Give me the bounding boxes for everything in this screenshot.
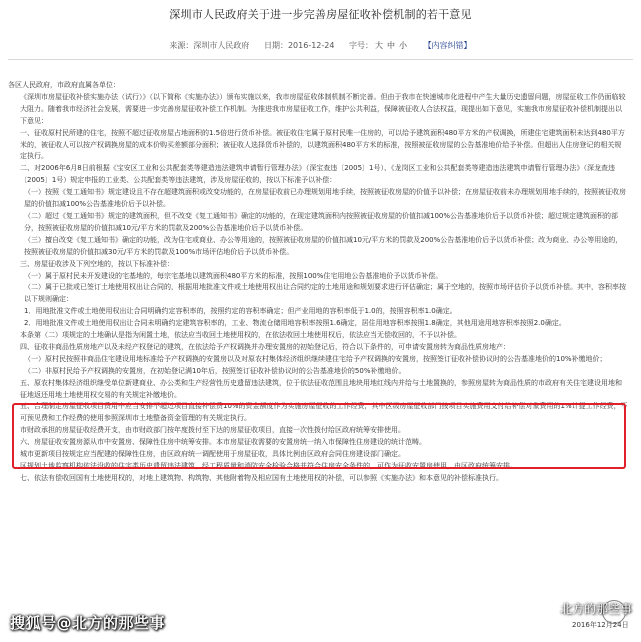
font-large-button[interactable]: 大	[375, 41, 384, 50]
paragraph-section-3-sub-1: 1．用地批准文件或土地使用权出让合同明确约定容积率的，按照约定的容积率确定；但产业用地的容积率低于1.0的，按照容积率1.0确定。	[24, 307, 457, 316]
article-title: 深圳市人民政府关于进一步完善房屋征收补偿机制的若干意见	[169, 8, 472, 21]
font-size-label: 字号：	[349, 41, 374, 50]
paragraph-section-5b: 五、合理制定房屋征收项目费用中应当安排不超过项目直接补偿费10%的资金额度作为实施房屋征收的工作经费，其中区级房屋征收部门按项目实施费用支付给补偿对象费用的1%计提工作经费，不可预见费和工作经费的使用参照深圳市土地整备资金管理的有关规定执行。	[20, 402, 628, 423]
paragraph-section-3-sub-2: 2．用地批准文件或土地使用权出让合同未明确约定建筑容积率的，工业、物流仓储用地容积率按照1.6确定，居住用地容积率按照1.8确定，其他用途用地容积率按照2.0确定。	[24, 319, 566, 328]
paragraph-finance: 市财政承担的房屋征收经费开支，由市财政部门按年度拨付至下达的房屋征收项目，直接一次性拨付给区政府统筹安排使用。	[20, 426, 405, 435]
date-label: 日期：	[263, 41, 288, 50]
paragraph-section-1: 一、征收原村民所建的住宅，按照不超过征收房屋占地面积的1.5倍进行货币补偿。被征收住宅属于原村民唯一住房的，可以给予建筑面积480平方米的产权调换，所建住宅建筑面积未达到480平方米的，被征收人可以按产权调换房屋的成本价购买差额部分面积；被征收人选择货币补偿的，以建筑面积480平方米的标准，按照被征收房屋的公告基准地价给予补偿。但超出人住房登记的相关规定执行。	[20, 128, 625, 161]
paragraph-section-2-item-2: （二）超过《复工通知书》规定的建筑面积，但不改变《复工通知书》确定的功能的，在现定建筑面积内按照被征收房屋的价值扣减100%公告基准地价后予以货币补偿；超过规定建筑面积的部分，按照被征收房屋的价值扣减10元/平方米的罚款及200%公告基准地价后予以货币补偿。	[24, 211, 619, 232]
publish-date: 2016-12-24	[287, 41, 335, 50]
source-name: 深圳市人民政府	[193, 41, 250, 50]
paragraph-section-6: 六、房屋征收安置房源从市中安置房、保障性住房中统筹安排。本市房屋征收需要的安置房统一纳入市保障性住房建设的统计范畴。	[20, 438, 426, 447]
paragraph-section-3-item-1: （一）属于原村民未开发建设的宅基地的，每宗宅基地以建筑面积480平方米的标准，按照100%住宅用地公告基准地价予以货币补偿。	[24, 271, 443, 280]
font-small-button[interactable]: 小	[399, 41, 408, 50]
paragraph-section-5a: 五、原农村集体经济组织继受单位新建商业、办公类和生产经营性历史遗留违法建筑，位于依法征收范围且地块用地红线内并给与土地置换的，参照房屋转为商品性质的市政府有关住宅建设用地和征地返还用地土地使用权交易的有关规定补缴地价。	[20, 378, 622, 399]
paragraph-salutation: 各区人民政府，市政府直属各单位：	[8, 81, 120, 89]
paragraph-section-4-item-1: （一）原村民按照非商品住宅建设用地标准给予产权调换的安置房以及对原农村集体经济组织继续建住宅给予产权调换的安置房，按照签订征收补偿协议时的公告基准地价的10%补缴地价；	[24, 354, 607, 363]
article-meta	[0, 40, 641, 51]
source-label: 来源：	[169, 41, 194, 50]
paragraph-section-3-item-2: （二）属于已批或已签订土地使用权出让合同的，根据用地批准文件或土地使用权出让合同约定的土地用途和规划要求进行评估确定；属于空地的，按照市场评估价予以货币补偿。其中，容积率按以下规则确定：	[24, 283, 626, 304]
paragraph-intro: 《深圳市房屋征收补偿实施办法（试行）》（以下简称《实施办法》）颁布实施以来，我市房屋征收体制机制不断完善。但由于我市在快速城市化进程中产生大量历史遗留问题，房屋征收工作仍面临较大阻力。随着我市经济社会发展，需要进一步完善房屋征收补偿工作机制。为推进我市房屋征收工作，维护公共利益，保障被征收人合法权益，现提出如下意见，实施我市房屋征收补偿机制提出以下意见：	[20, 92, 626, 125]
paragraph-confiscated: 区规划土地监察机构依法没收的住宅类历史遗留违法建筑，经工程质量和消防安全检验合格并符合住房安全条件的，可作为征收安置房使用，由区政府统筹安排。	[20, 462, 517, 470]
paragraph-section-4: 四、征收非商品性质房地产以及未经产权登记的建筑，在依法给予产权调换并办理安置房的初始登记后，符合以下条件的，可申请安置房转为商品性质房地产：	[20, 342, 510, 351]
article-body	[8, 80, 628, 485]
watermark-right: 北方的那些事	[560, 602, 633, 616]
paragraph-section-3-note: 本条第（二）项规定的土地确认是指为闲置土地，依法应当收回土地使用权的，在依法收回土地使用权后，依法应当无偿收回的，不予以补偿。	[20, 331, 461, 340]
watermark-date: 2016年12月24日	[572, 621, 629, 629]
correction-link[interactable]: 【内容纠错】	[423, 41, 472, 50]
font-medium-button[interactable]: 中	[387, 41, 396, 50]
paragraph-section-2-item-1: （一）按照《复工通知书》规定建设且不存在超建筑面积或改变功能的，在房屋征收前已办理规划用地手续，按照被征收房屋的价值予以补偿；在房屋征收前未办理规划用地手续的，按照被征收房屋的价值扣减100%公告基准地价后予以补偿。	[24, 188, 626, 209]
paragraph-section-2: 二、对2006年6月8日前根据《宝安区工业和公共配套类等建造违法建筑申请暂行管理办法》（深宝查违〔2005〕1号）、《龙岗区工业和公共配套类等建造违法建筑申请暂行管理办法》（深龙查违〔2005〕1号）规定申报的工业类、公共配套类等违法建筑，涉及房屋征收的，按以下标准予以补偿：	[20, 164, 615, 185]
watermark-left: 搜狐号@北方的那些事	[10, 614, 166, 632]
header-divider	[8, 59, 633, 60]
source-info	[169, 41, 249, 50]
paragraph-section-7: 七、依法有偿收回国有土地使用权的，对地上建筑物、构筑物、其他附着物及相应国有土地使用权的补偿，可以参照《实施办法》和本意见的补偿标准执行。	[20, 473, 503, 482]
date-info	[264, 41, 335, 50]
paragraph-section-2-item-3: （三）擅自改变《复工通知书》确定的功能，改为住宅或商业、办公等用途的，按照被征收房屋的价值扣减10元/平方米的罚款及200%公告基准地价后予以货币补偿；改为商业、办公等用途的，按照被征收房屋的价值扣减30元/平方米的罚款及100%市场评估地价后予以货币补偿。	[24, 235, 623, 256]
font-size-controls	[349, 41, 409, 50]
paragraph-section-3: 三、房屋征收涉及下列空地的，按以下标准补偿：	[20, 259, 174, 268]
paragraph-section-4-item-2: （二）非原村民给予产权调换的安置房，在初始登记满10年后，按照签订征收补偿协议时的公告基准地价的50%补缴地价。	[24, 366, 406, 375]
paragraph-urban-renewal: 城市更新项目按规定应当配建的保障性住房，由区政府统一调配使用于房屋征收，具体比例由区政府会同住房建设部门确定。	[20, 450, 405, 459]
